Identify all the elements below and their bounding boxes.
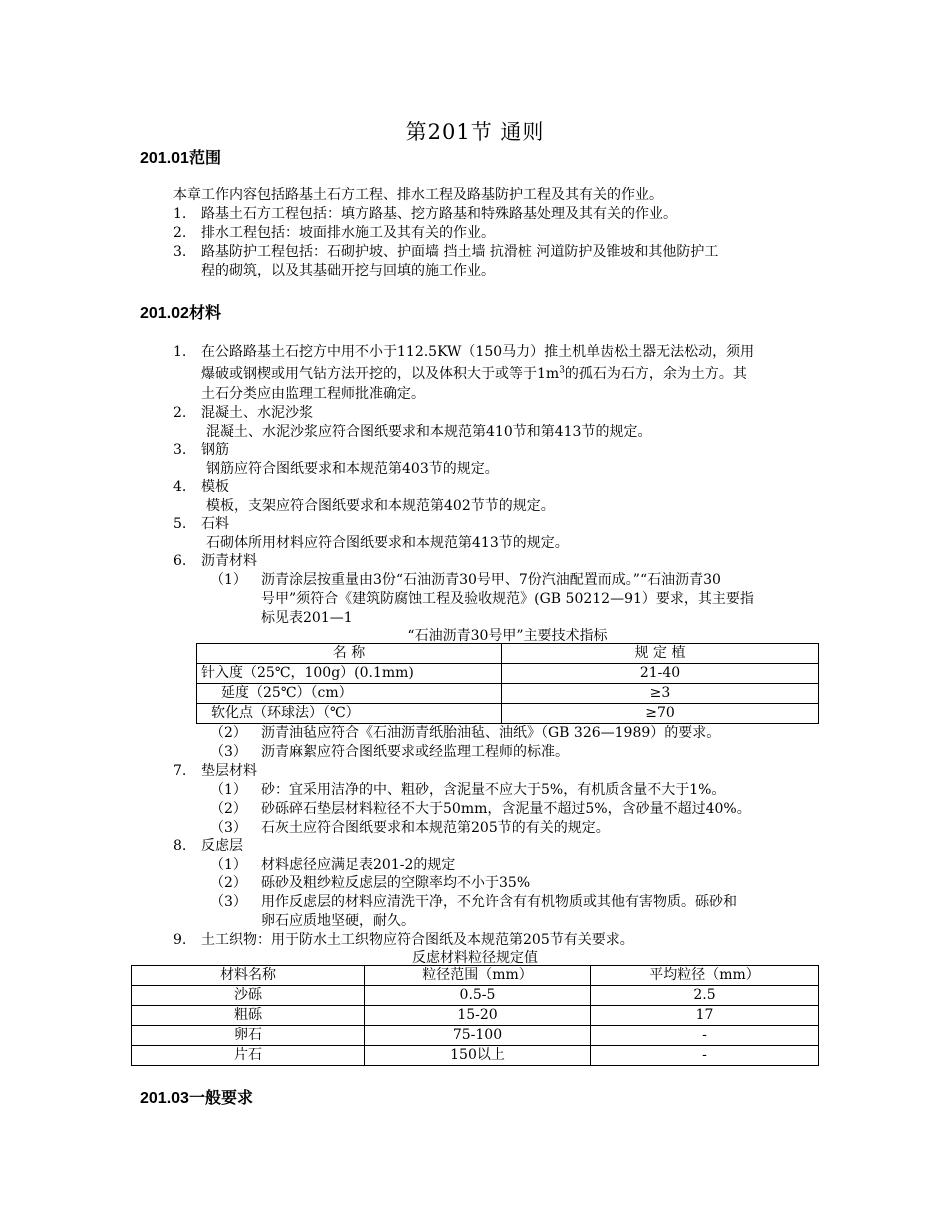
list-item: 石料: [201, 516, 229, 532]
sub-number: （2）: [210, 725, 247, 741]
table-header: 名 称: [197, 644, 502, 664]
list-item-cont: 程的砌筑，以及其基础开挖与回填的施工作业。: [201, 263, 495, 279]
table-cell: 粗砾: [132, 1006, 365, 1026]
table-row: [197, 684, 819, 704]
table-cell: 75-100: [365, 1026, 591, 1046]
table-header: 规 定 植: [502, 644, 819, 664]
table-row: [132, 1026, 819, 1046]
list-item: 混凝土、水泥沙浆: [201, 405, 313, 421]
list-number: 7.: [173, 763, 187, 779]
table-row: [132, 986, 819, 1006]
table-cell: 延度（25℃）（cm）: [197, 684, 502, 704]
list-number: 2.: [173, 225, 187, 241]
table-header: 材料名称: [132, 966, 365, 986]
table-header: 粒径范围（mm）: [365, 966, 591, 986]
sub-item: 沥青油毡应符合《石油沥青纸胎油毡、油纸》（GB 326—1989）的要求。: [261, 725, 721, 741]
table-cell: -: [591, 1046, 819, 1066]
list-number: 9.: [173, 932, 187, 948]
materials-item1-line1: 在公路路基土石挖方中用不小于112.5KW（150马力）推土机单齿松土器无法松动，须用: [201, 344, 755, 360]
page-title: 第201节 通则: [405, 120, 545, 144]
table-cell: -: [591, 1026, 819, 1046]
table-cell: 沙砾: [132, 986, 365, 1006]
scope-intro: 本章工作内容包括路基土石方工程、排水工程及路基防护工程及其有关的作业。: [173, 187, 663, 203]
list-item: 排水工程包括：坡面排水施工及其有关的作业。: [201, 225, 495, 241]
sub-item-cont: 标见表201—1: [261, 610, 353, 626]
list-number: 3.: [173, 244, 187, 260]
list-item-desc: 混凝土、水泥沙浆应符合图纸要求和本规范第410节和第413节的规定。: [206, 424, 652, 440]
list-item-desc: 模板，支架应符合图纸要求和本规范第402节节的规定。: [206, 498, 555, 514]
table-header-row: [132, 966, 819, 986]
materials-item1-line2: 爆破或钢楔或用气钻方法开挖的，以及体积大于或等于$1m^3$的孤石为石方，余为土方。其: [201, 365, 747, 382]
table-cell: 针入度（25℃，100g）(0.1mm): [197, 664, 502, 684]
filter-size-table: [131, 965, 819, 1066]
table-header-row: [197, 644, 819, 664]
table-cell: 0.5-5: [365, 986, 591, 1006]
list-item: 路基防护工程包括：石砌护坡、护面墙 挡土墙 抗滑桩 河道防护及锥坡和其他防护工: [201, 244, 719, 260]
sub-number: （1）: [210, 782, 247, 798]
list-number: 1.: [173, 344, 187, 360]
sub-item: 砂：宜采用洁净的中、粗砂，含泥量不应大于5%，有机质含量不大于1%。: [261, 782, 726, 798]
table-cell: 软化点（环球法）（℃）: [197, 704, 502, 724]
section-heading-general: 201.03一般要求: [140, 1090, 253, 1107]
table-cell: ≥3: [502, 684, 819, 704]
list-item: 路基土石方工程包括：填方路基、挖方路基和特殊路基处理及其有关的作业。: [201, 206, 677, 222]
list-item: 模板: [201, 479, 229, 495]
sub-number: （3）: [210, 820, 247, 836]
sub-item-cont: 号甲”须符合《建筑防腐蚀工程及验收规范》(GB 50212—91）要求，其主要指: [261, 591, 754, 607]
sub-number: （2）: [210, 875, 247, 891]
table-row: [132, 1006, 819, 1026]
table-cell: 片石: [132, 1046, 365, 1066]
table-cell: ≥70: [502, 704, 819, 724]
sub-item: 砂砾碎石垫层材料粒径不大于50mm，含泥量不超过5%，含砂量不超过40%。: [261, 801, 751, 817]
table2-caption: 反虑材料粒径规定值: [412, 950, 538, 966]
list-number: 5.: [173, 516, 187, 532]
table-header: 平均粒径（mm）: [591, 966, 819, 986]
table-cell: 卵石: [132, 1026, 365, 1046]
asphalt-spec-table: [196, 643, 819, 724]
table1-caption: “石油沥青30号甲”主要技术指标: [407, 628, 608, 644]
table-cell: 17: [591, 1006, 819, 1026]
sub-number: （1）: [210, 572, 247, 588]
sub-number: （3）: [210, 894, 247, 910]
table-cell: 150以上: [365, 1046, 591, 1066]
sub-item: 砾砂及粗纱粒反虑层的空隙率均不小于35%: [261, 875, 531, 891]
table-cell: 2.5: [591, 986, 819, 1006]
table-cell: 15-20: [365, 1006, 591, 1026]
sub-item: 用作反虑层的材料应清洗干净，不允许含有有机物质或其他有害物质。砾砂和: [261, 894, 737, 910]
sub-number: （3）: [210, 744, 247, 760]
list-number: 4.: [173, 479, 187, 495]
list-number: 6.: [173, 553, 187, 569]
list-item: 沥青材料: [201, 553, 257, 569]
list-item-desc: 钢筋应符合图纸要求和本规范第403节的规定。: [206, 461, 499, 477]
materials-item1-line3: 土石分类应由监理工程师批准确定。: [201, 386, 425, 402]
sub-item: 沥青涂层按重量由3份“石油沥青30号甲、7份汽油配置而成。”“石油沥青30: [261, 572, 721, 588]
sub-item: 沥青麻絮应符合图纸要求或经监理工程师的标准。: [261, 744, 569, 760]
list-item: 垫层材料: [201, 763, 257, 779]
sub-item: 石灰土应符合图纸要求和本规范第205节的有关的规定。: [261, 820, 610, 836]
table-row: [197, 704, 819, 724]
list-number: 3.: [173, 442, 187, 458]
table-row: [132, 1046, 819, 1066]
list-number: 1.: [173, 206, 187, 222]
section-heading-materials: 201.02材料: [140, 305, 221, 322]
table-row: [197, 664, 819, 684]
list-item: 反虑层: [201, 838, 243, 854]
list-number: 2.: [173, 405, 187, 421]
table-cell: 21-40: [502, 664, 819, 684]
list-item: 土工织物：用于防水土工织物应符合图纸及本规范第205节有关要求。: [201, 932, 634, 948]
sub-number: （1）: [210, 857, 247, 873]
list-number: 8.: [173, 838, 187, 854]
list-item: 钢筋: [201, 442, 229, 458]
sub-item-cont: 卵石应质地坚硬，耐久。: [261, 913, 415, 929]
sub-number: （2）: [210, 801, 247, 817]
sub-item: 材料虑径应满足表201-2的规定: [261, 857, 456, 873]
list-item-desc: 石砌体所用材料应符合图纸要求和本规范第413节的规定。: [206, 535, 569, 551]
section-heading-scope: 201.01范围: [140, 150, 221, 167]
